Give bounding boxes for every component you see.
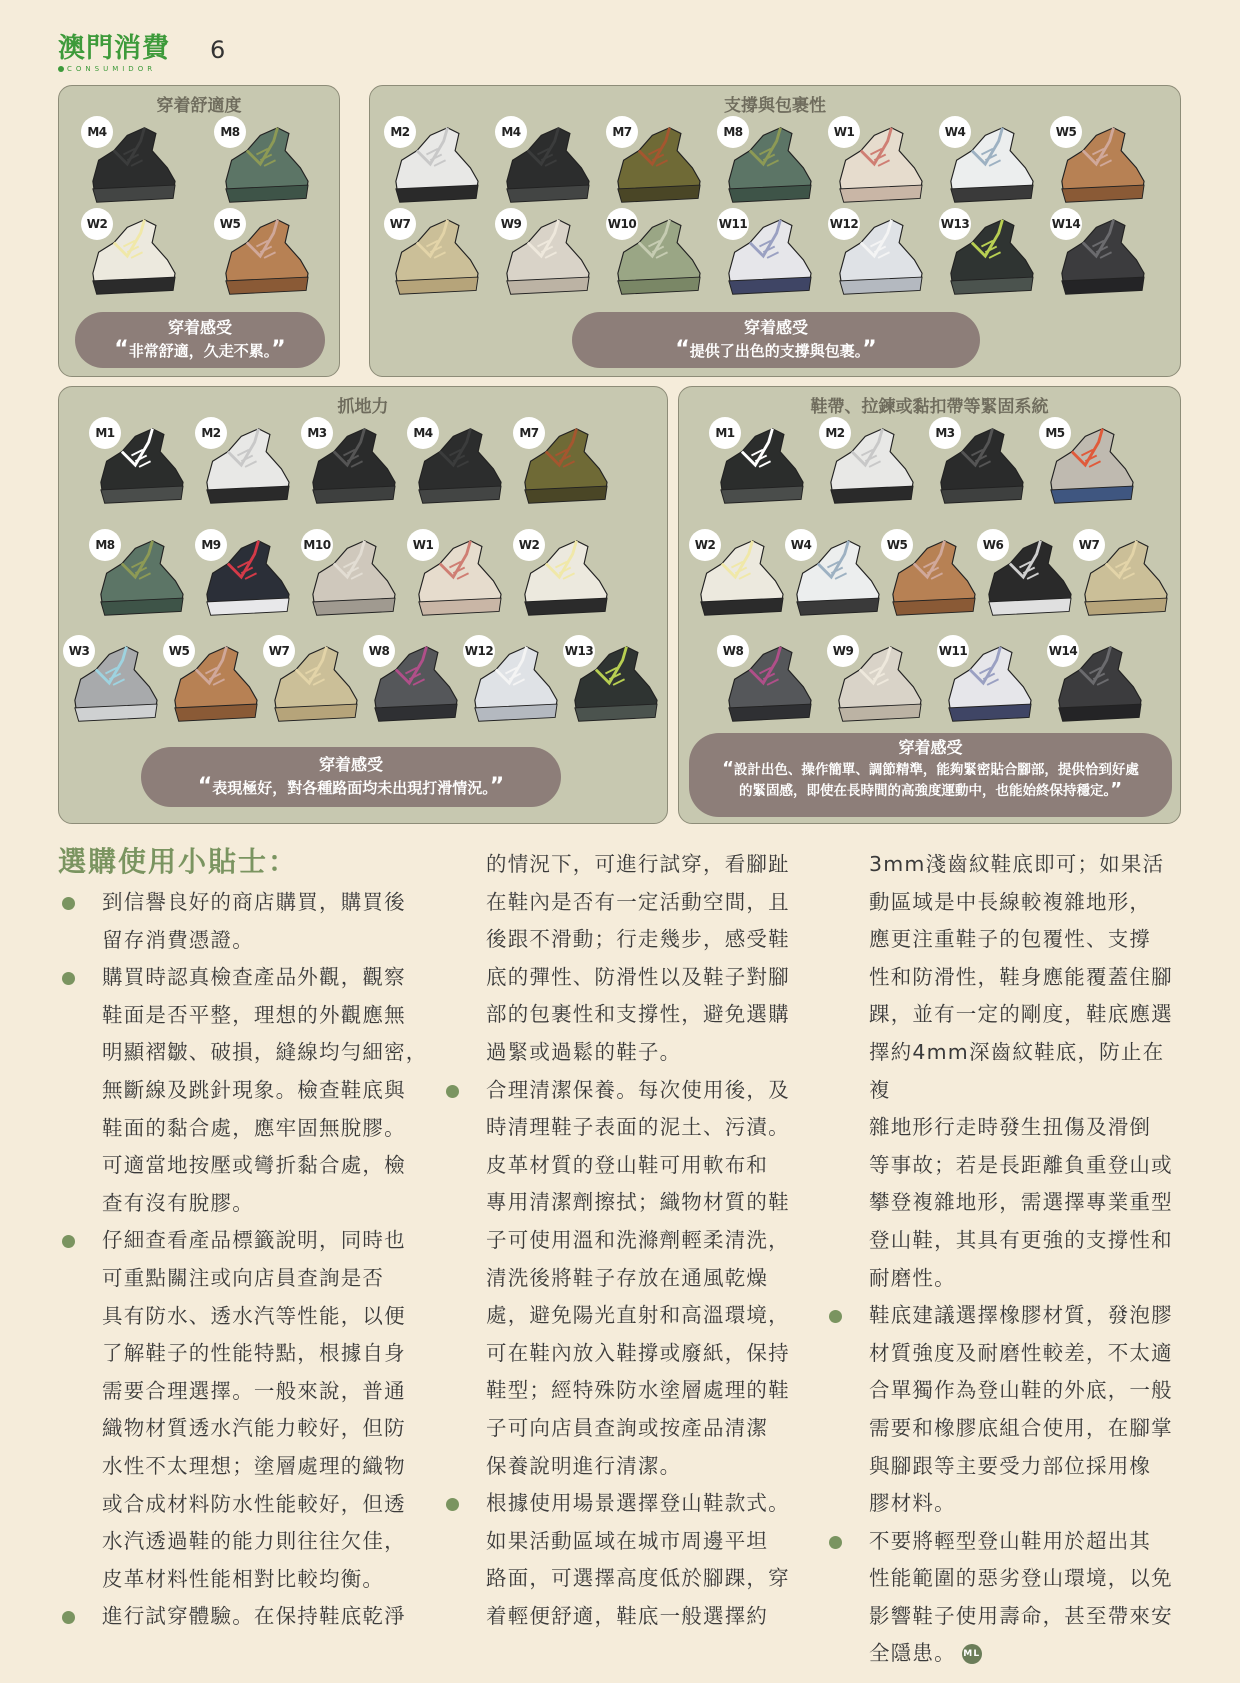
feel-heading: 穿着感受 [898, 738, 963, 757]
shoe-image [463, 635, 563, 727]
tip-line [442, 1335, 802, 1373]
tip-line [58, 1335, 428, 1373]
tip-line [825, 1635, 1185, 1673]
tip-text: 水性不太理想；塗層處理的織物 [102, 1453, 406, 1478]
shoe-code-badge: M8 [717, 116, 749, 148]
feel-quote: 提供了出色的支撐與包裹。 [689, 342, 863, 360]
shoe-code-badge: W5 [1050, 116, 1082, 148]
shoe-code-badge: M10 [301, 529, 333, 561]
shoe-image [606, 208, 706, 300]
bullet-icon [62, 1235, 75, 1248]
tip-text: 在鞋內是否有一定活動空間，且 [486, 889, 790, 914]
tip-text: 鞋型；經特殊防水塗層處理的鞋 [486, 1378, 790, 1403]
tip-line [58, 1410, 428, 1448]
shoe-image [929, 417, 1029, 509]
shoe-code-badge: M2 [819, 417, 851, 449]
tip-line [442, 1372, 802, 1410]
tip-text: 後跟不滑動；行走幾步，感受鞋 [486, 927, 790, 952]
tip-line [825, 959, 1185, 997]
logo-dot [58, 66, 64, 72]
shoe-image [301, 417, 401, 509]
shoe-code-badge: W3 [63, 635, 95, 667]
tip-text: 影響鞋子使用壽命，甚至帶來安 [869, 1603, 1173, 1628]
shoe-image [513, 529, 613, 621]
tip-text: 鞋面是否平整，理想的外觀應無 [102, 1002, 406, 1027]
shoe-code-badge: W5 [881, 529, 913, 561]
shoe-image [195, 529, 295, 621]
tip-text: 子可使用溫和洗滌劑輕柔清洗， [486, 1227, 790, 1252]
tip-line [825, 1485, 1185, 1523]
tip-line [825, 1184, 1185, 1222]
feel-quote: 表現極好，對各種路面均未出現打滑情況。 [212, 779, 490, 797]
shoe-image [195, 417, 295, 509]
shoe-image [827, 635, 927, 727]
shoe-code-badge: W12 [828, 208, 860, 240]
shoe-image [828, 208, 928, 300]
tip-line [442, 1448, 802, 1486]
tip-line [442, 996, 802, 1034]
shoe-image [89, 529, 189, 621]
tip-text: 踝，並有一定的剛度，鞋底應選 [869, 1002, 1173, 1027]
shoe-code-badge: W14 [1047, 635, 1079, 667]
tip-line [442, 1297, 802, 1335]
tip-text: 耐磨性。 [869, 1265, 956, 1290]
tip-text: 根據使用場景選擇登山鞋款式。 [486, 1491, 790, 1516]
shoe-code-badge: W4 [939, 116, 971, 148]
tip-line [825, 1109, 1185, 1147]
shoe-image [828, 116, 928, 208]
shoe-image [81, 116, 181, 208]
shoe-image [89, 417, 189, 509]
feel-quote-line2: 的緊固感，即使在長時間的高強度運動中，也能始終保持穩定。 [738, 783, 1111, 799]
tip-text: 購買時認真檢查產品外觀，觀察 [102, 965, 406, 990]
tip-line [442, 1523, 802, 1561]
tip-text: 性能範圍的惡劣登山環境，以免 [869, 1566, 1173, 1591]
shoe-code-badge: W1 [407, 529, 439, 561]
tip-text: 與腳跟等主要受力部位採用橡 [869, 1453, 1152, 1478]
tip-text: 鞋面的黏合處，應牢固無脫膠。 [102, 1115, 406, 1140]
shoe-image [495, 116, 595, 208]
shoe-code-badge: W11 [937, 635, 969, 667]
tip-text: 或合成材料防水性能較好，但透 [102, 1491, 406, 1516]
magazine-logo [58, 34, 170, 73]
shoe-code-badge: W7 [1073, 529, 1105, 561]
tip-line [58, 1561, 428, 1599]
end-mark-icon: ML [962, 1644, 982, 1664]
tip-line [58, 1523, 428, 1561]
logo-subtitle: CONSUMIDOR [67, 65, 157, 73]
shoe-code-badge: M8 [214, 116, 246, 148]
tip-text: 了解鞋子的性能特點，根據自身 [102, 1341, 406, 1366]
tip-bullet-line [58, 1598, 428, 1636]
tip-text: 明顯褶皺、破損，縫線均勻細密， [102, 1040, 428, 1065]
bullet-icon [829, 1536, 842, 1549]
tips-column-3 [825, 846, 1185, 1673]
shoe-code-badge: W13 [939, 208, 971, 240]
panel-title: 支撐與包裹性 [724, 96, 826, 116]
shoe-image [977, 529, 1077, 621]
tip-line [825, 921, 1185, 959]
shoe-image [63, 635, 163, 727]
shoe-code-badge: M8 [89, 529, 121, 561]
tip-text: 到信譽良好的商店購買，購買後 [102, 890, 406, 914]
tip-text: 不要將輕型登山鞋用於超出其 [869, 1528, 1152, 1553]
tip-bullet-line [58, 1222, 428, 1260]
logo-title: 澳門消費 [58, 33, 170, 64]
tip-bullet-line [58, 959, 428, 997]
tip-text: 進行試穿體驗。在保持鞋底乾淨 [102, 1604, 406, 1629]
shoe-image [407, 529, 507, 621]
tip-text: 合理清潔保養。每次使用後，及 [486, 1077, 790, 1102]
tip-text: 合單獨作為登山鞋的外底，一般 [869, 1378, 1173, 1403]
tip-line [58, 922, 428, 960]
feel-heading: 穿着感受 [743, 318, 808, 337]
feel-pill: 穿着感受 “設計出色、操作簡單、調節精準，能夠緊密貼合腳部，提供恰到好處 的緊固感，即使在長時間的高強度運動中，也能始終保持穩定。” [689, 733, 1172, 817]
shoe-code-badge: W8 [717, 635, 749, 667]
shoe-image [819, 417, 919, 509]
shoe-code-badge: W12 [463, 635, 495, 667]
tip-text: 過緊或過鬆的鞋子。 [486, 1039, 682, 1064]
tip-text: 性和防滑性，鞋身應能覆蓋住腳 [869, 964, 1173, 989]
tip-line [58, 1373, 428, 1411]
tip-line [58, 1260, 428, 1298]
tip-line [58, 1072, 428, 1110]
shoe-code-badge: W4 [785, 529, 817, 561]
shoe-code-badge: M1 [709, 417, 741, 449]
tip-text: 織物材質透水汽能力較好，但防 [102, 1416, 406, 1441]
tip-text: 無斷線及跳針現象。檢查鞋底與 [102, 1077, 406, 1102]
shoe-code-badge: W7 [263, 635, 295, 667]
tip-text: 雜地形行走時發生扭傷及滑倒 [869, 1115, 1152, 1140]
tip-text: 的情況下，可進行試穿，看腳趾 [486, 852, 790, 876]
tip-text: 可在鞋內放入鞋撐或廢紙，保持 [486, 1340, 790, 1365]
tip-text: 如果活動區域在城市周邊平坦 [486, 1528, 769, 1553]
tip-text: 攀登複雜地形，需選擇專業重型 [869, 1190, 1173, 1215]
shoe-image [689, 529, 789, 621]
tip-text: 皮革材料性能相對比較均衡。 [102, 1566, 385, 1591]
tip-text: 可適當地按壓或彎折黏合處，檢 [102, 1153, 406, 1178]
tip-bullet-line [825, 1523, 1185, 1561]
tip-line [58, 1185, 428, 1223]
shoe-image [1039, 417, 1139, 509]
tip-text: 着輕便舒適，鞋底一般選擇約 [486, 1603, 769, 1628]
shoe-code-badge: W14 [1050, 208, 1082, 240]
shoe-code-badge: M1 [89, 417, 121, 449]
shoe-code-badge: W1 [828, 116, 860, 148]
tip-line [58, 1110, 428, 1148]
tip-text: 擇約4mm深齒紋鞋底，防止在複 [869, 1039, 1165, 1102]
bullet-icon [62, 1611, 75, 1624]
tip-text: 應更注重鞋子的包覆性、支撐 [869, 927, 1152, 952]
bullet-icon [446, 1085, 459, 1098]
shoe-image [495, 208, 595, 300]
tips-column-1 [58, 884, 428, 1636]
tip-text: 仔細查看產品標籤說明，同時也 [102, 1228, 406, 1253]
tip-line [442, 959, 802, 997]
tip-line [825, 1222, 1185, 1260]
panel-title: 鞋帶、拉鍊或黏扣帶等緊固系統 [810, 397, 1049, 417]
shoe-code-badge: W11 [717, 208, 749, 240]
shoe-code-badge: W2 [689, 529, 721, 561]
tip-text: 3mm淺齒紋鞋底即可；如果活 [869, 852, 1165, 876]
shoe-image [407, 417, 507, 509]
tip-line [825, 1335, 1185, 1373]
tip-text: 水汽透過鞋的能力則往往欠佳， [102, 1529, 406, 1554]
tip-line [58, 1298, 428, 1336]
tip-text: 專用清潔劑擦拭；織物材質的鞋 [486, 1190, 790, 1215]
shoe-code-badge: M9 [195, 529, 227, 561]
tip-text: 材質強度及耐磨性較差，不太適 [869, 1340, 1173, 1365]
tip-text: 查有沒有脫膠。 [102, 1190, 254, 1215]
tip-text: 底的彈性、防滑性以及鞋子對腳 [486, 964, 790, 989]
tip-line [442, 846, 802, 884]
tip-text: 需要合理選擇。一般來說，普通 [102, 1378, 406, 1403]
shoe-image [163, 635, 263, 727]
tip-text: 全隱患。 [869, 1641, 956, 1666]
tips-column-2 [442, 846, 802, 1635]
tip-text: 可重點關注或向店員查詢是否 [102, 1265, 385, 1290]
shoe-image [81, 208, 181, 300]
feel-pill: 穿着感受 “表現極好，對各種路面均未出現打滑情況。” [141, 747, 561, 807]
shoe-code-badge: M4 [407, 417, 439, 449]
tip-line [442, 1222, 802, 1260]
shoe-code-badge: M2 [384, 116, 416, 148]
tip-line [825, 1147, 1185, 1185]
tip-text: 膠材料。 [869, 1491, 956, 1516]
tip-line [58, 997, 428, 1035]
tip-line [442, 1560, 802, 1598]
tip-text: 登山鞋，其具有更強的支撐性和 [869, 1227, 1173, 1252]
tip-line [442, 1147, 802, 1185]
tip-text: 等事故；若是長距離負重登山或 [869, 1152, 1173, 1177]
tip-text: 路面，可選擇高度低於腳踝，穿 [486, 1566, 790, 1591]
tip-text: 皮革材質的登山鞋可用軟布和 [486, 1152, 769, 1177]
shoe-code-badge: W8 [363, 635, 395, 667]
tip-line [442, 1260, 802, 1298]
tip-text: 處，避免陽光直射和高溫環境， [486, 1303, 790, 1328]
panel-title: 抓地力 [337, 397, 389, 417]
feel-heading: 穿着感受 [167, 318, 232, 337]
shoe-code-badge: M4 [495, 116, 527, 148]
tip-line [825, 1598, 1185, 1636]
feel-quote-line1: 設計出色、操作簡單、調節精準，能夠緊密貼合腳部，提供恰到好處 [733, 762, 1139, 778]
tip-line [825, 1034, 1185, 1109]
shoe-code-badge: M3 [301, 417, 333, 449]
tip-text: 需要和橡膠底組合使用，在腳掌 [869, 1415, 1173, 1440]
shoe-image [513, 417, 613, 509]
shoe-image [1047, 635, 1147, 727]
tip-line [825, 1410, 1185, 1448]
shoe-image [939, 116, 1039, 208]
shoe-code-badge: W7 [384, 208, 416, 240]
tip-bullet-line [442, 1072, 802, 1110]
shoe-code-badge: W2 [81, 208, 113, 240]
feel-pill: 穿着感受 “非常舒適，久走不累。” [75, 312, 325, 368]
tip-text: 時清理鞋子表面的泥土、污漬。 [486, 1115, 790, 1140]
tip-line [442, 1184, 802, 1222]
page-number: 6 [210, 36, 226, 64]
shoe-code-badge: W10 [606, 208, 638, 240]
tip-line [58, 1147, 428, 1185]
shoe-image [939, 208, 1039, 300]
tip-bullet-line [825, 1297, 1185, 1335]
shoe-image [384, 116, 484, 208]
tip-line [442, 921, 802, 959]
panel-grip [58, 386, 668, 824]
tip-line [442, 1410, 802, 1448]
tip-text: 具有防水、透水汽等性能，以便 [102, 1303, 406, 1328]
bullet-icon [829, 1310, 842, 1323]
shoe-image [263, 635, 363, 727]
shoe-code-badge: M2 [195, 417, 227, 449]
tip-line [825, 1448, 1185, 1486]
tip-line [825, 1372, 1185, 1410]
shoe-image [606, 116, 706, 208]
shoe-code-badge: M7 [513, 417, 545, 449]
tip-bullet-line [58, 884, 428, 922]
feel-heading: 穿着感受 [318, 755, 383, 774]
panel-support [369, 85, 1181, 377]
shoe-image [717, 635, 817, 727]
shoe-image [1050, 116, 1150, 208]
tips-title: 選購使用小貼士： [58, 845, 299, 878]
tip-text: 保養說明進行清潔。 [486, 1453, 682, 1478]
tip-line [825, 996, 1185, 1034]
shoe-image [301, 529, 401, 621]
panel-title: 穿着舒適度 [156, 96, 242, 116]
tip-line [58, 1034, 428, 1072]
shoe-image [363, 635, 463, 727]
tip-line [825, 1260, 1185, 1298]
tip-line [825, 884, 1185, 922]
shoe-code-badge: W9 [827, 635, 859, 667]
tip-line [58, 1486, 428, 1524]
panel-comfort [58, 85, 340, 377]
shoe-code-badge: M4 [81, 116, 113, 148]
shoe-code-badge: W9 [495, 208, 527, 240]
shoe-image [937, 635, 1037, 727]
shoe-image [717, 116, 817, 208]
shoe-image [785, 529, 885, 621]
shoe-image [717, 208, 817, 300]
tip-line [442, 1109, 802, 1147]
tip-line [58, 1448, 428, 1486]
shoe-code-badge: W5 [214, 208, 246, 240]
shoe-code-badge: W6 [977, 529, 1009, 561]
tip-text: 鞋底建議選擇橡膠材質，發泡膠 [869, 1303, 1173, 1328]
panel-fastening [678, 386, 1181, 824]
shoe-code-badge: W13 [563, 635, 595, 667]
shoe-code-badge: W2 [513, 529, 545, 561]
shoe-image [881, 529, 981, 621]
tip-line [442, 884, 802, 922]
shoe-code-badge: M3 [929, 417, 961, 449]
shoe-code-badge: W5 [163, 635, 195, 667]
feel-quote: 非常舒適，久走不累。 [128, 342, 272, 360]
tip-text: 部的包裹性和支撐性，避免選購 [486, 1002, 790, 1027]
bullet-icon [446, 1498, 459, 1511]
shoe-image [563, 635, 663, 727]
tip-line [442, 1034, 802, 1072]
shoe-image [709, 417, 809, 509]
shoe-image [214, 208, 314, 300]
tip-text: 留存消費憑證。 [102, 927, 254, 952]
tip-text: 清洗後將鞋子存放在通風乾燥 [486, 1265, 769, 1290]
shoe-image [384, 208, 484, 300]
tip-text: 動區域是中長線較複雜地形， [869, 889, 1152, 914]
tip-bullet-line [442, 1485, 802, 1523]
feel-pill: 穿着感受 “提供了出色的支撐與包裹。” [572, 312, 980, 368]
tip-line [442, 1598, 802, 1636]
shoe-image [1050, 208, 1150, 300]
bullet-icon [62, 897, 75, 910]
bullet-icon [62, 972, 75, 985]
shoe-image [1073, 529, 1173, 621]
shoe-image [214, 116, 314, 208]
tip-line [825, 1560, 1185, 1598]
tip-line [825, 846, 1185, 884]
tip-text: 子可向店員查詢或按產品清潔 [486, 1415, 769, 1440]
shoe-code-badge: M7 [606, 116, 638, 148]
shoe-code-badge: M5 [1039, 417, 1071, 449]
